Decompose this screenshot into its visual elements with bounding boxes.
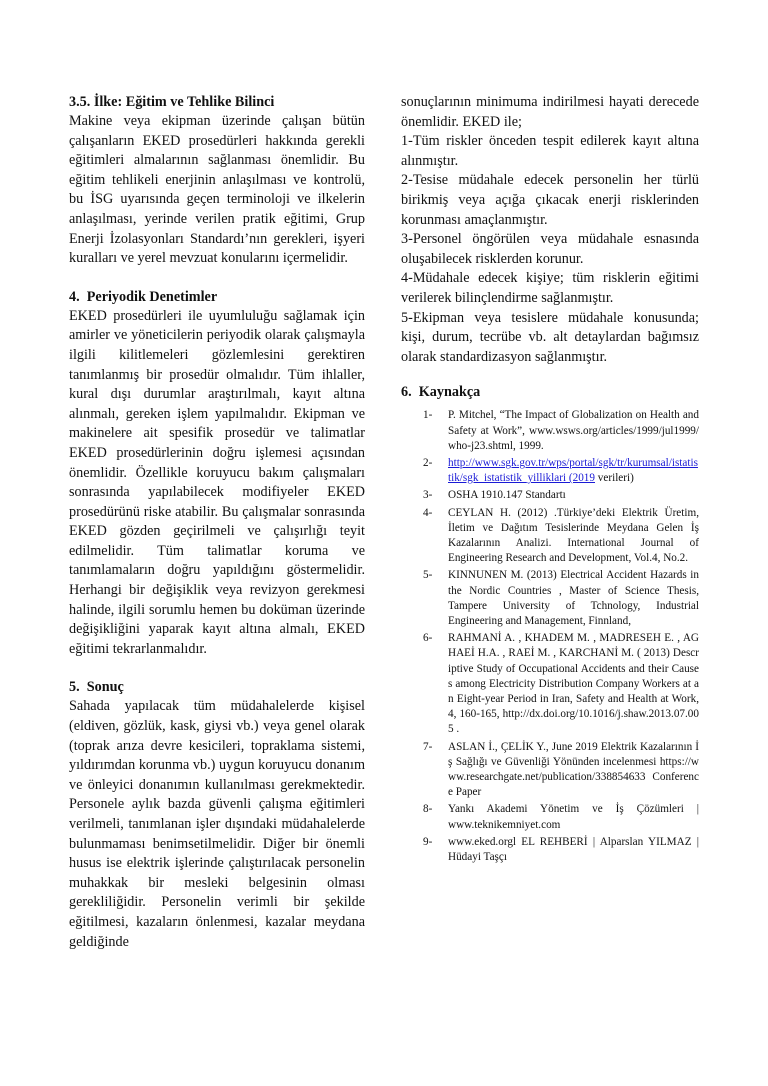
conclusion-item: 1-Tüm riskler önceden tespit edilerek kayıt altına alınmıştır.: [401, 133, 699, 169]
reference-item: [401, 631, 699, 737]
reference-link[interactable]: http://www.sgk.gov.tr/wps/portal/sgk/tr/kurumsal/istatistik/sgk_istatistik_yilliklari (2019: [448, 456, 698, 485]
reference-item: [401, 488, 699, 503]
reference-item: [401, 408, 699, 454]
reference-text: verileri): [595, 472, 634, 485]
reference-text: KINNUNEN M. (2013) Electrical Accident Hazards in the Nordic Countries , Master of Science Thesis, Tampere University of Tchnology, Industrial Engineering and Management, Finnland,: [448, 569, 699, 627]
conclusion-item: 5-Ekipman veya tesislere müdahale konusunda; kişi, durum, tecrübe vb. alt detaylardan bağımsız olarak standardizasyon sağlanmıştır.: [401, 309, 699, 365]
right-column: [401, 93, 699, 867]
section-paragraph-4: EKED prosedürleri ile uyumluluğu sağlamak için amirler ve yöneticilerin periyodik olarak çalışmayla ilgili kilitlemeleri gözlemlesini gerektiren tanımlanmış bir prosedür olmalıdır. Tüm ihlaller, kural dışı durumlar araştırılmalı, kayıt altına alınmalı, gereken işlem yapılmalıdır. Ekipman ve makinelere ait spesifik prosedür ve talimatlar EKED prosedürlerinin doğru işlemesi açısından önemlidir. Özellikle koruyucu bakım çalışmaları sonrasında yapılabilecek modifiyeler EKED prosedürünü riske atabilir. Bu çalışmalar sonrasında EKED gözden geçirilmeli ve çalışırlığı teyit edilmelidir. Tüm talimatlar koruma ve tanımlamaların doğru yapıldığını göstermelidir. Herhangi bir değişiklik veya revizyon gerekmesi halinde, ilgili sorumlu hemen bu doküman üzerinde değişikliğini yaparak kayıt altına almalı, EKED eğitimi tekrarlanmalıdır.: [69, 307, 365, 657]
reference-number: 8-: [423, 803, 433, 816]
reference-item: [401, 456, 699, 486]
reference-number: 1-: [423, 409, 433, 422]
reference-item: [401, 835, 699, 865]
reference-text: ASLAN İ., ÇELİK Y., June 2019 Elektrik Kazalarının İş Sağlığı ve Güvenliği Yönünden incelenmesi https://www.researchgate.net/publication/338854633 Conference Paper: [448, 740, 699, 799]
section-heading-5: 5. Sonuç: [69, 679, 124, 696]
reference-number: 4-: [423, 506, 433, 519]
reference-text: Yankı Akademi Yönetim ve İş Çözümleri | www.teknikemniyet.com: [448, 803, 699, 831]
reference-text: RAHMANİ A. , KHADEM M. , MADRESEH E. , AGHAEİ H.A. , RAEİ M. , KARCHANİ M. ( 2013) Descriptive Study of Occupational Accidents and their Causes among Electricity Distribution Company Workers at an Eight-year Period in Iran, Safety and Health at Work, 4, 160-165, http://dx.doi.org/10.1016/j.shaw.2013.07.005 .: [448, 632, 699, 736]
reference-number: 2-: [423, 456, 433, 469]
reference-number: 5-: [423, 569, 433, 582]
left-column: [69, 93, 365, 952]
reference-text: OSHA 1910.147 Standartı: [448, 489, 566, 502]
reference-text: P. Mitchel, “The Impact of Globalization on Health and Safety at Work”, www.wsws.org/articles/1999/jul1999/who-j23.shtml, 1999.: [448, 409, 699, 452]
section-paragraph-3-5: Makine veya ekipman üzerinde çalışan bütün çalışanların EKED prosedürleri hakkında gerekli eğitimleri almalarının sağlanması önemlidir. Bu eğitim tehlikeli enerjinin anlaşılması ve kontrolü, bu İSG uyarısında geçen terminoloji ve ilkelerin anlaşılması, yerinde verilen pratik eğitimi, Grup Enerji İzolasyonları Standardı’nın gerekleri, işyeri kuralları ve yerel mevzuat konularını içermelidir.: [69, 113, 365, 267]
reference-number: 9-: [423, 835, 433, 848]
references-list: [401, 408, 699, 865]
reference-item: [401, 740, 699, 801]
reference-number: 7-: [423, 740, 433, 753]
conclusion-continuation: sonuçlarının minimuma indirilmesi hayati derecede önemlidir. EKED ile;: [401, 94, 699, 130]
conclusion-item: 2-Tesise müdahale edecek personelin her türlü birikmiş veya açığa çıkacak enerji risklerinden korunması amaçlanmıştır.: [401, 172, 699, 228]
section-heading-3-5: 3.5. İlke: Eğitim ve Tehlike Bilinci: [69, 94, 275, 110]
section-heading-4: 4. Periyodik Denetimler: [69, 288, 218, 305]
conclusion-item: 4-Müdahale edecek kişiye; tüm risklerin eğitimi verilerek bilinçlendirme sağlanmıştır.: [401, 270, 699, 306]
conclusion-item: 3-Personel öngörülen veya müdahale esnasında oluşabilecek risklerden korunur.: [401, 231, 699, 267]
reference-text: www.eked.orgl EL REHBERİ | Alparslan YILMAZ | Hüdayi Taşçı: [448, 835, 699, 863]
section-paragraph-5: Sahada yapılacak tüm müdahalelerde kişisel (eldiven, gözlük, kask, giysi vb.) veya genel olarak (toprak arıza devre kesicileri, topraklama sistemi, yıldırımdan korunma vb.) uygun koruyucu donanım ve önleyici donanımın kullanılması gerekmektedir. Personele aylık bazda güvenli çalışma eğitimleri verilmeli, tanımlanan işler dışındaki müdahalelerde bulunmaması benimsetilmelidir. Diğer bir önemli husus ise elektrik işlerinde çalıştırılacak personelin muhakkak bir mesleki belgesinin olması gerekliliğidir. Personelin verimli bir şekilde eğitilmesi, kazaların önlenmesi, kazalar meydana geldiğinde: [69, 698, 365, 950]
reference-item: [401, 802, 699, 832]
reference-item: [401, 568, 699, 629]
reference-number: 3-: [423, 489, 433, 502]
reference-number: 6-: [423, 632, 433, 645]
reference-text: CEYLAN H. (2012) .Türkiye’deki Elektrik Üretim, İletim ve Dağıtım Tesislerinde Meydana Gelen İş Kazalarının Analizi. International Journal of Engineering Research and Development, Vol.4, No.2.: [448, 506, 699, 565]
references-heading: 6. Kaynakça: [401, 384, 481, 401]
reference-item: [401, 506, 699, 567]
